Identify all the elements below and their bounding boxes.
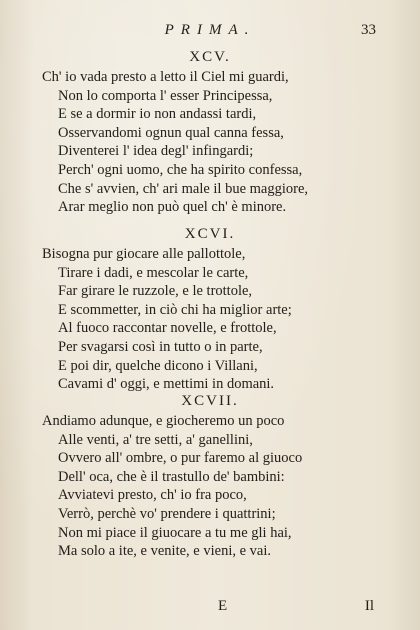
verse-line: Osservandomi ognun qual canna fessa, — [58, 124, 284, 141]
verse-line: Avviatevi presto, ch' io fra poco, — [58, 487, 247, 504]
catchword: Il — [364, 598, 374, 614]
verse-line: Ch' io vada presto a letto il Ciel mi guardi, — [42, 69, 289, 85]
verse-line: Ma solo a ite, e venite, e vieni, e vai. — [58, 543, 271, 560]
stanza-number: XCVII. — [181, 393, 239, 409]
verse-line: Bisogna pur giocare alle pallottole, — [42, 246, 246, 262]
stanza-95 — [0, 46, 420, 217]
page-number: 33 — [361, 22, 376, 38]
stanza-96 — [0, 223, 420, 394]
verse-line: Non mi piace il giuocare a tu me gli hai, — [58, 524, 292, 541]
verse-line: E poi dir, quelche dicono i Villani, — [58, 357, 258, 374]
verse-line: Perch' ogni uomo, che ha spirito confessa, — [58, 161, 303, 178]
verse-line: Verrò, perchè vo' prendere i quattrini; — [58, 505, 276, 522]
running-head — [0, 22, 420, 42]
stanza-number: XCV. — [189, 49, 231, 65]
verse-line: E se a dormir io non andassi tardi, — [58, 106, 257, 123]
verse-line: Cavami d' oggi, e mettimi in domani. — [58, 376, 275, 393]
verse-line: Andiamo adunque, e giocheremo un poco — [42, 413, 285, 429]
verse-line: Per svagarsi così in tutto o in parte, — [58, 338, 263, 355]
page-footer — [0, 598, 420, 618]
verse-line: Al fuoco raccontar novelle, e frottole, — [58, 320, 277, 337]
verse-line: Dell' oca, che è il trastullo de' bambini: — [58, 468, 285, 485]
verse-line: Alle venti, a' tre setti, a' ganellini, — [58, 431, 253, 448]
verse-line: Ovvero all' ombre, o pur faremo al giuoco — [58, 450, 303, 467]
verse-line: Diventerei l' idea degl' infingardi; — [58, 143, 254, 160]
verse-line: Arar meglio non può quel ch' è minore. — [58, 199, 287, 216]
verse-line: Far girare le ruzzole, e le trottole, — [58, 283, 253, 300]
stanza-97 — [0, 390, 420, 561]
signature-mark: E — [218, 598, 228, 614]
stanza-number: XCVI. — [184, 226, 236, 242]
running-title: PRIMA. — [164, 22, 256, 38]
verse-line: Non lo comporta l' esser Principessa, — [58, 87, 273, 104]
verse-line: Tirare i dadi, e mescolar le carte, — [58, 264, 249, 281]
verse-line: E scommetter, in ciò chi ha miglior arte; — [58, 301, 292, 318]
verse-line: Che s' avvien, ch' ari male il bue maggiore, — [58, 180, 309, 197]
